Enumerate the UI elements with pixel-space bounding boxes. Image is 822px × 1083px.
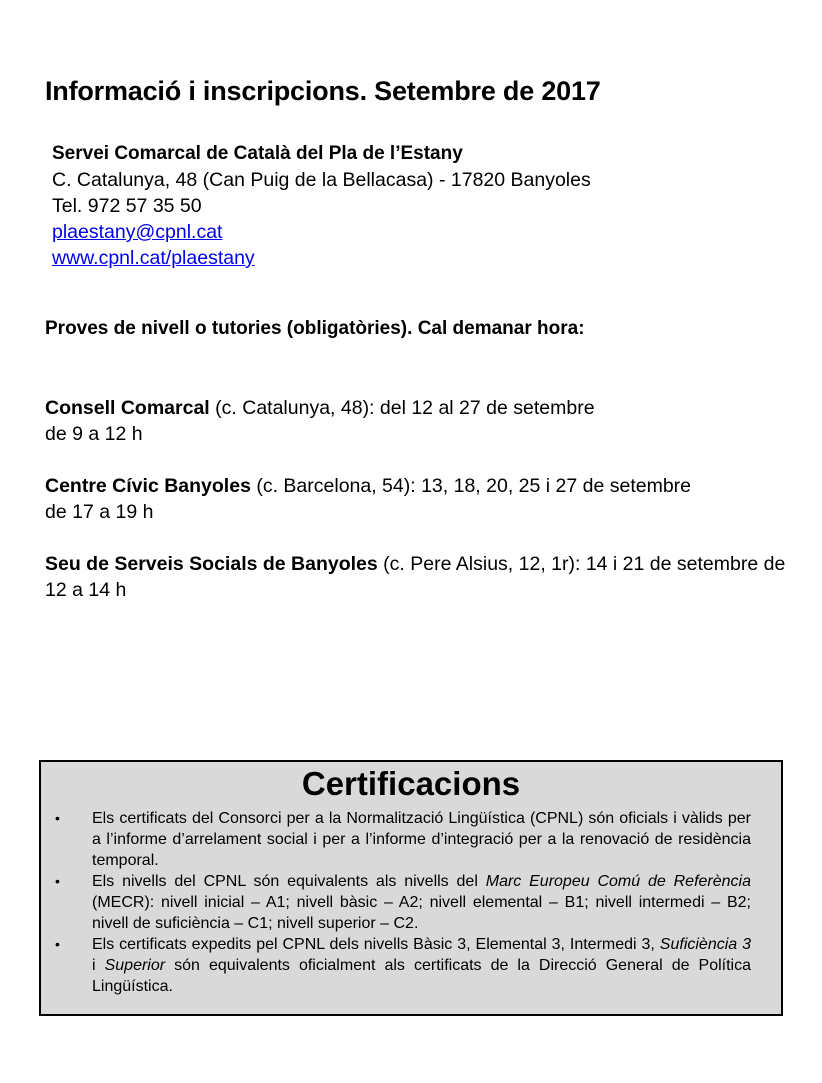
phone: Tel. 972 57 35 50 xyxy=(52,195,202,217)
list-item xyxy=(41,934,781,997)
location-detail: (c. Pere Alsius, 12, 1r): 14 i 21 de setembre de 12 a 14 h xyxy=(45,553,786,601)
location-name: Seu de Serveis Socials de Banyoles xyxy=(45,553,378,575)
certifications-title: Certificacions xyxy=(301,765,521,802)
contact-block xyxy=(52,141,591,271)
list-item-italic: Suficiència 3 xyxy=(659,936,752,953)
location-serveis-socials xyxy=(45,551,795,603)
tests-heading: Proves de nivell o tutories (obligatòries). Cal demanar hora: xyxy=(45,318,585,339)
location-name: Centre Cívic Banyoles xyxy=(45,475,251,497)
list-item-italic: Superior xyxy=(104,957,166,974)
list-item-text: (MECR): nivell inicial – A1; nivell bàsic – A2; nivell elemental – B1; nivell intermedi – B2; nivell de suficiència – C1; nivell superior – C2. xyxy=(92,894,751,932)
list-item-italic: Marc Europeu Comú de Referència xyxy=(485,873,752,890)
certifications-box xyxy=(39,760,783,1016)
list-item xyxy=(41,808,781,871)
bullet-icon: • xyxy=(55,936,60,952)
list-item-text: Els nivells del CPNL són equivalents als nivells del xyxy=(92,873,486,890)
website-link[interactable]: www.cpnl.cat/plaestany xyxy=(52,247,255,269)
location-detail: (c. Barcelona, 54): 13, 18, 20, 25 i 27 de setembre xyxy=(250,475,692,497)
location-centre-civic xyxy=(45,473,691,525)
page-title: Informació i inscripcions. Setembre de 2017 xyxy=(45,76,601,106)
location-consell-comarcal xyxy=(45,395,595,447)
list-item-text: Els certificats del Consorci per a la Normalització Lingüística (CPNL) són oficials i vàlids per a l’informe d’arrelament social i per a l’informe d’integració per a la renovació de residència temporal. xyxy=(92,810,751,869)
address: C. Catalunya, 48 (Can Puig de la Bellacasa) - 17820 Banyoles xyxy=(52,169,591,191)
list-item-text: i xyxy=(92,957,105,974)
bullet-icon: • xyxy=(55,810,60,826)
list-item xyxy=(41,871,781,934)
email-link[interactable]: plaestany@cpnl.cat xyxy=(52,221,223,243)
list-item-text: Els certificats expedits pel CPNL dels nivells Bàsic 3, Elemental 3, Intermedi 3, xyxy=(92,936,660,953)
list-item-text: són equivalents oficialment als certificats de la Direcció General de Política Lingüística. xyxy=(92,957,752,995)
certifications-list xyxy=(41,808,781,997)
location-detail: (c. Catalunya, 48): del 12 al 27 de setembre xyxy=(209,397,595,419)
bullet-icon: • xyxy=(55,873,60,889)
organization-name: Servei Comarcal de Català del Pla de l’Estany xyxy=(52,143,463,164)
location-name: Consell Comarcal xyxy=(45,397,210,419)
location-hours: de 17 a 19 h xyxy=(45,501,154,523)
location-hours: de 9 a 12 h xyxy=(45,423,143,445)
